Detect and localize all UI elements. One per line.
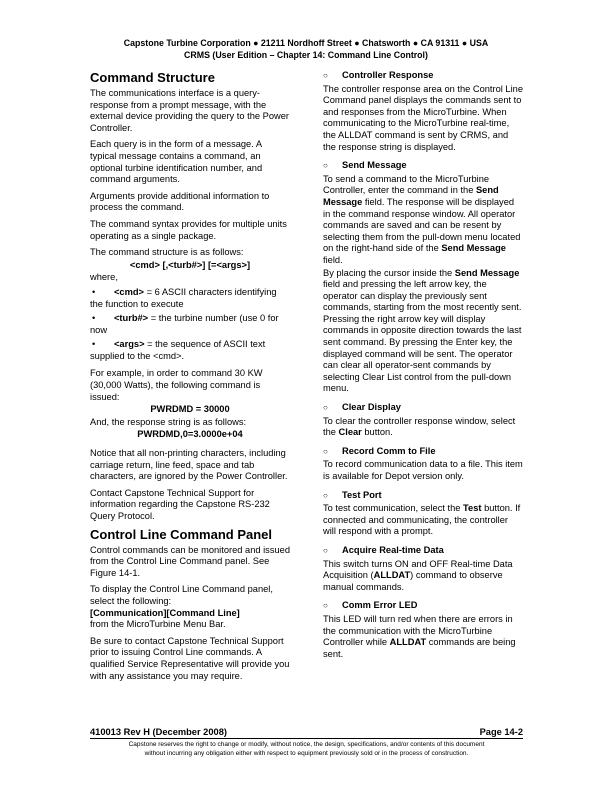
paragraph: Be sure to contact Capstone Technical Support prior to issuing Control Line commands. A qualified Service Representative will provide you with any assistance you may require. <box>90 635 290 681</box>
paragraph: where, <box>90 272 118 283</box>
paragraph: And, the response string is as follows: <box>90 416 247 427</box>
paragraph: Control commands can be monitored and issued from the Control Line Command panel. See Figure 14-1. <box>90 544 290 578</box>
circle-bullet-icon: ○ <box>323 490 328 500</box>
example-command: PWRDMD = 30000 <box>150 404 230 415</box>
circle-bullet-icon: ○ <box>323 446 328 456</box>
right-column <box>323 70 523 665</box>
page-number: Page 14-2 <box>479 727 523 737</box>
footer-divider <box>90 738 523 739</box>
paragraph: Each query is in the form of a message. A typical message contains a command, an optional turbine identification number, and command arguments. <box>90 139 263 185</box>
footer-disclaimer: Capstone reserves the right to change or modify, without notice, the design, specifications, and/or contents of this document without incurring any obligation either with respect to equipment previously sold or in the process of construction. <box>128 741 485 757</box>
menu-path: [Communication][Command Line] <box>90 607 240 618</box>
paragraph: from the MicroTurbine Menu Bar. <box>90 619 226 630</box>
example-response: PWRDMD,0=3.0000e+04 <box>137 429 243 440</box>
section-comm-error-led: ○ Comm Error LED <box>323 600 418 611</box>
section-clear-display: ○ Clear Display <box>323 402 401 413</box>
footer-row <box>90 727 523 737</box>
section-send-message: ○ Send Message <box>323 160 407 171</box>
page-footer <box>90 727 523 758</box>
list-item: • <cmd> = 6 ASCII characters identifying the function to execute <box>90 286 277 309</box>
bullet-icon: • <box>92 339 96 350</box>
paragraph: To record communication data to a file. This item is available for Depot version only. <box>323 459 523 481</box>
paragraph: This switch turns ON and OFF Real-time Data Acquisition (ALLDAT) command to observe manual commands. <box>323 558 513 592</box>
syntax-definition-list <box>90 287 290 363</box>
list-item: • <args> = the sequence of ASCII text supplied to the <cmd>. <box>90 339 266 361</box>
circle-bullet-icon: ○ <box>323 161 328 171</box>
document-revision: 410013 Rev H (December 2008) <box>90 727 227 737</box>
paragraph: By placing the cursor inside the Send Message field and pressing the left arrow key, the operator can display the previously sent commands, starting from the most recently sent. Pressing the right arrow key will display commands in opposite direction towards the last sent command. By pressing the Enter key, the displayed command will be sent. The operator can clear all operator-sent commands by selecting Clear List control from the pull-down menu. <box>323 267 522 394</box>
paragraph: The controller response area on the Control Line Command panel displays the commands sent to and responses from the MicroTurbine. When communicating to the MicroTurbine real-time, the ALLDAT command is sent by CRMS, and the response string is displayed. <box>323 83 524 152</box>
circle-bullet-icon: ○ <box>323 71 328 80</box>
paragraph: The command structure is as follows: <box>90 247 244 258</box>
paragraph: Notice that all non-printing characters, including carriage return, line feed, space and tab characters, are ignored by the Power Controller. <box>90 448 288 482</box>
page-header <box>0 38 612 61</box>
paragraph: To clear the controller response window, select the Clear button. <box>323 415 516 438</box>
paragraph: The command syntax provides for multiple units operating as a single package. <box>90 218 287 241</box>
paragraph: For example, in order to command 30 KW (30,000 Watts), the following command is issued: <box>90 368 263 402</box>
left-column <box>90 70 290 687</box>
section-record-comm: ○ Record Comm to File <box>323 445 436 456</box>
bullet-icon: • <box>92 313 96 324</box>
paragraph: This LED will turn red when there are errors in the communication with the MicroTurbine Controller while ALLDAT commands are being sent. <box>323 613 516 659</box>
bullet-icon: • <box>92 286 96 297</box>
circle-bullet-icon: ○ <box>323 545 328 555</box>
paragraph: To send a command to the MicroTurbine Controller, enter the command in the Send Message field. The response will be displayed in the command response window. All operator commands are saved and can be resent by selecting them from the pull-down menu located on the right-hand side of the Send Message field. <box>323 173 521 265</box>
list-item: • <turb#> = the turbine number (use 0 for now <box>90 313 279 335</box>
paragraph: Contact Capstone Technical Support for information regarding the Capstone RS-232 Query Protocol. <box>90 487 270 521</box>
header-chapter-line: CRMS (User Edition – Chapter 14: Command Line Control) <box>184 49 428 60</box>
paragraph: To display the Control Line Command panel, select the following: <box>90 584 273 606</box>
section-acquire-realtime: ○ Acquire Real-time Data <box>323 544 444 555</box>
paragraph: The communications interface is a query-response from a prompt message, with the external device providing the query to the Power Controller. <box>90 88 289 133</box>
paragraph: Arguments provide additional information to process the command. <box>90 190 270 213</box>
heading-control-line-command-panel: Control Line Command Panel <box>90 526 273 542</box>
paragraph: To test communication, select the Test button. If connected and communicating, the controller will respond with a prompt. <box>323 503 521 537</box>
header-company-line: Capstone Turbine Corporation ● 21211 Nordhoff Street ● Chatsworth ● CA 91311 ● USA <box>123 38 489 48</box>
heading-command-structure: Command Structure <box>90 70 215 85</box>
section-test-port: ○ Test Port <box>323 489 382 500</box>
circle-bullet-icon: ○ <box>323 403 328 413</box>
section-controller-response: ○ Controller Response <box>323 70 434 80</box>
command-syntax: <cmd> [,<turb#>] [=<args>] <box>129 259 251 270</box>
circle-bullet-icon: ○ <box>323 601 328 611</box>
